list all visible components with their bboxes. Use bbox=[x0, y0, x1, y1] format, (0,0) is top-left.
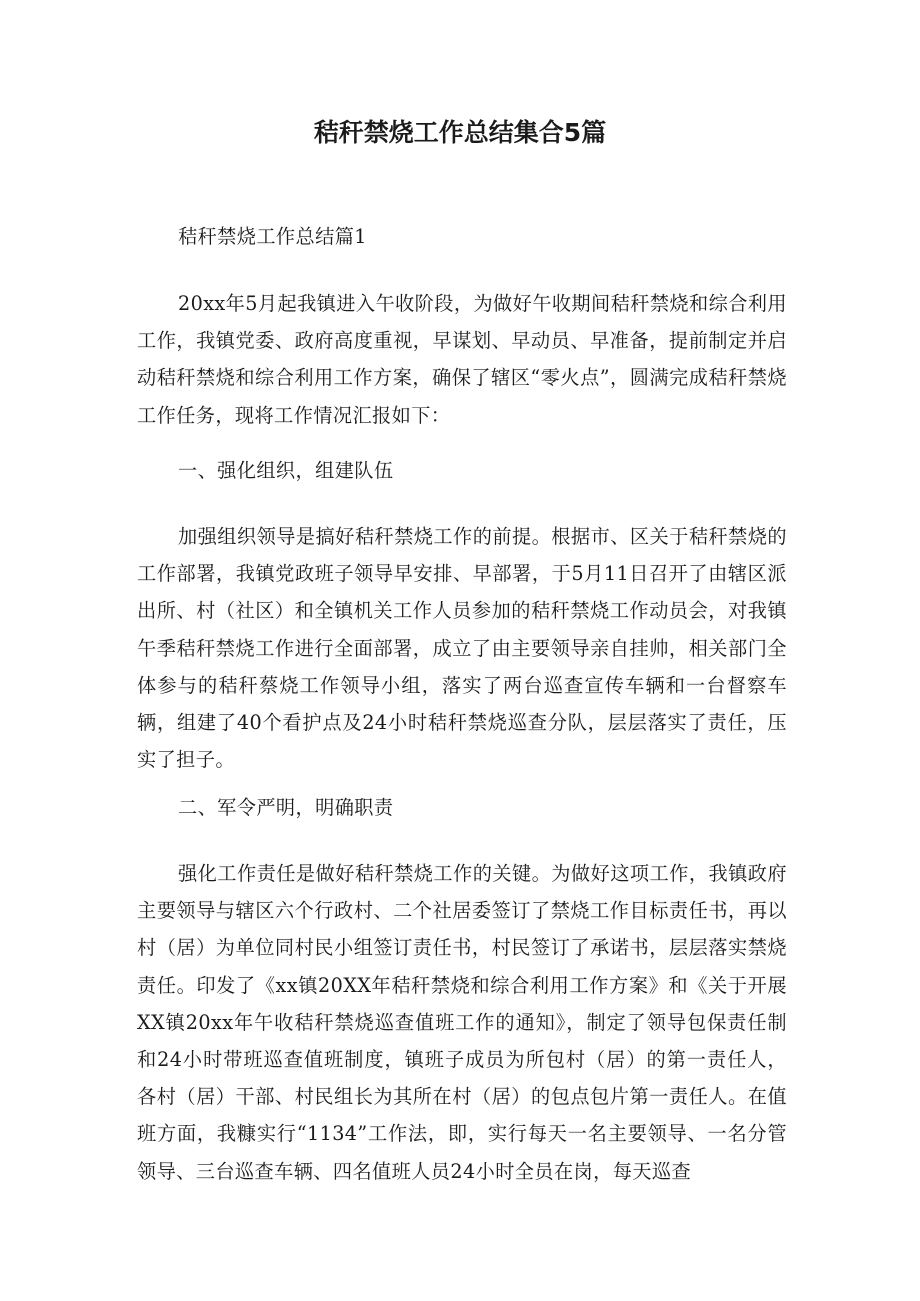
intro-paragraph: 20xx年5月起我镇进入午收阶段，为做好午收期间秸秆禁烧和综合利用工作，我镇党委、政府高度重视，早谋划、早动员、早准备，提前制定并启动秸秆禁烧和综合利用工作方案，确保了辖区“零火点”，圆满完成秸秆禁烧工作任务，现将工作情况汇报如下： bbox=[137, 292, 787, 427]
section-title: 秸秆禁烧工作总结篇1 bbox=[178, 225, 367, 248]
paragraph-one: 加强组织领导是搞好秸秆禁烧工作的前提。根据市、区关于秸秆禁烧的工作部署，我镇党政班子领导早安排、早部署，于5月11日召开了由辖区派出所、村（社区）和全镇机关工作人员参加的秸秆禁烧工作动员会，对我镇午季秸秆禁烧工作进行全面部署，成立了由主要领导亲自挂帅，相关部门全体参与的秸秆蔡烧工作领导小组，落实了两台巡查宣传车辆和一台督察车辆，组建了40个看护点及24小时秸秆禁烧巡查分队，层层落实了责任，压实了担子。 bbox=[137, 525, 787, 772]
heading-one: 一、强化组织，组建队伍 bbox=[178, 459, 394, 482]
document-title: 秸秆禁烧工作总结集合5篇 bbox=[313, 118, 607, 147]
heading-two: 二、军令严明，明确职责 bbox=[178, 796, 394, 819]
paragraph-two: 强化工作责任是做好秸秆禁烧工作的关键。为做好这项工作，我镇政府主要领导与辖区六个行政村、二个社居委签订了禁烧工作目标责任书，再以村（居）为单位同村民小组签订责任书，村民签订了承诺书，层层落实禁烧责任。印发了《xx镇20XX年秸秆禁烧和综合利用工作方案》和《关于开展XX镇20xx年午收秸秆禁烧巡查值班工作的通知》，制定了领导包保责任制和24小时带班巡查值班制度，镇班子成员为所包村（居）的第一责任人，各村（居）干部、村民组长为其所在村（居）的包点包片第一责任人。在值班方面，我糠实行“1134”工作法，即，实行每天一名主要领导、一名分管领导、三台巡查车辆、四名值班人员24小时全员在岗，每天巡查 bbox=[137, 862, 787, 1183]
